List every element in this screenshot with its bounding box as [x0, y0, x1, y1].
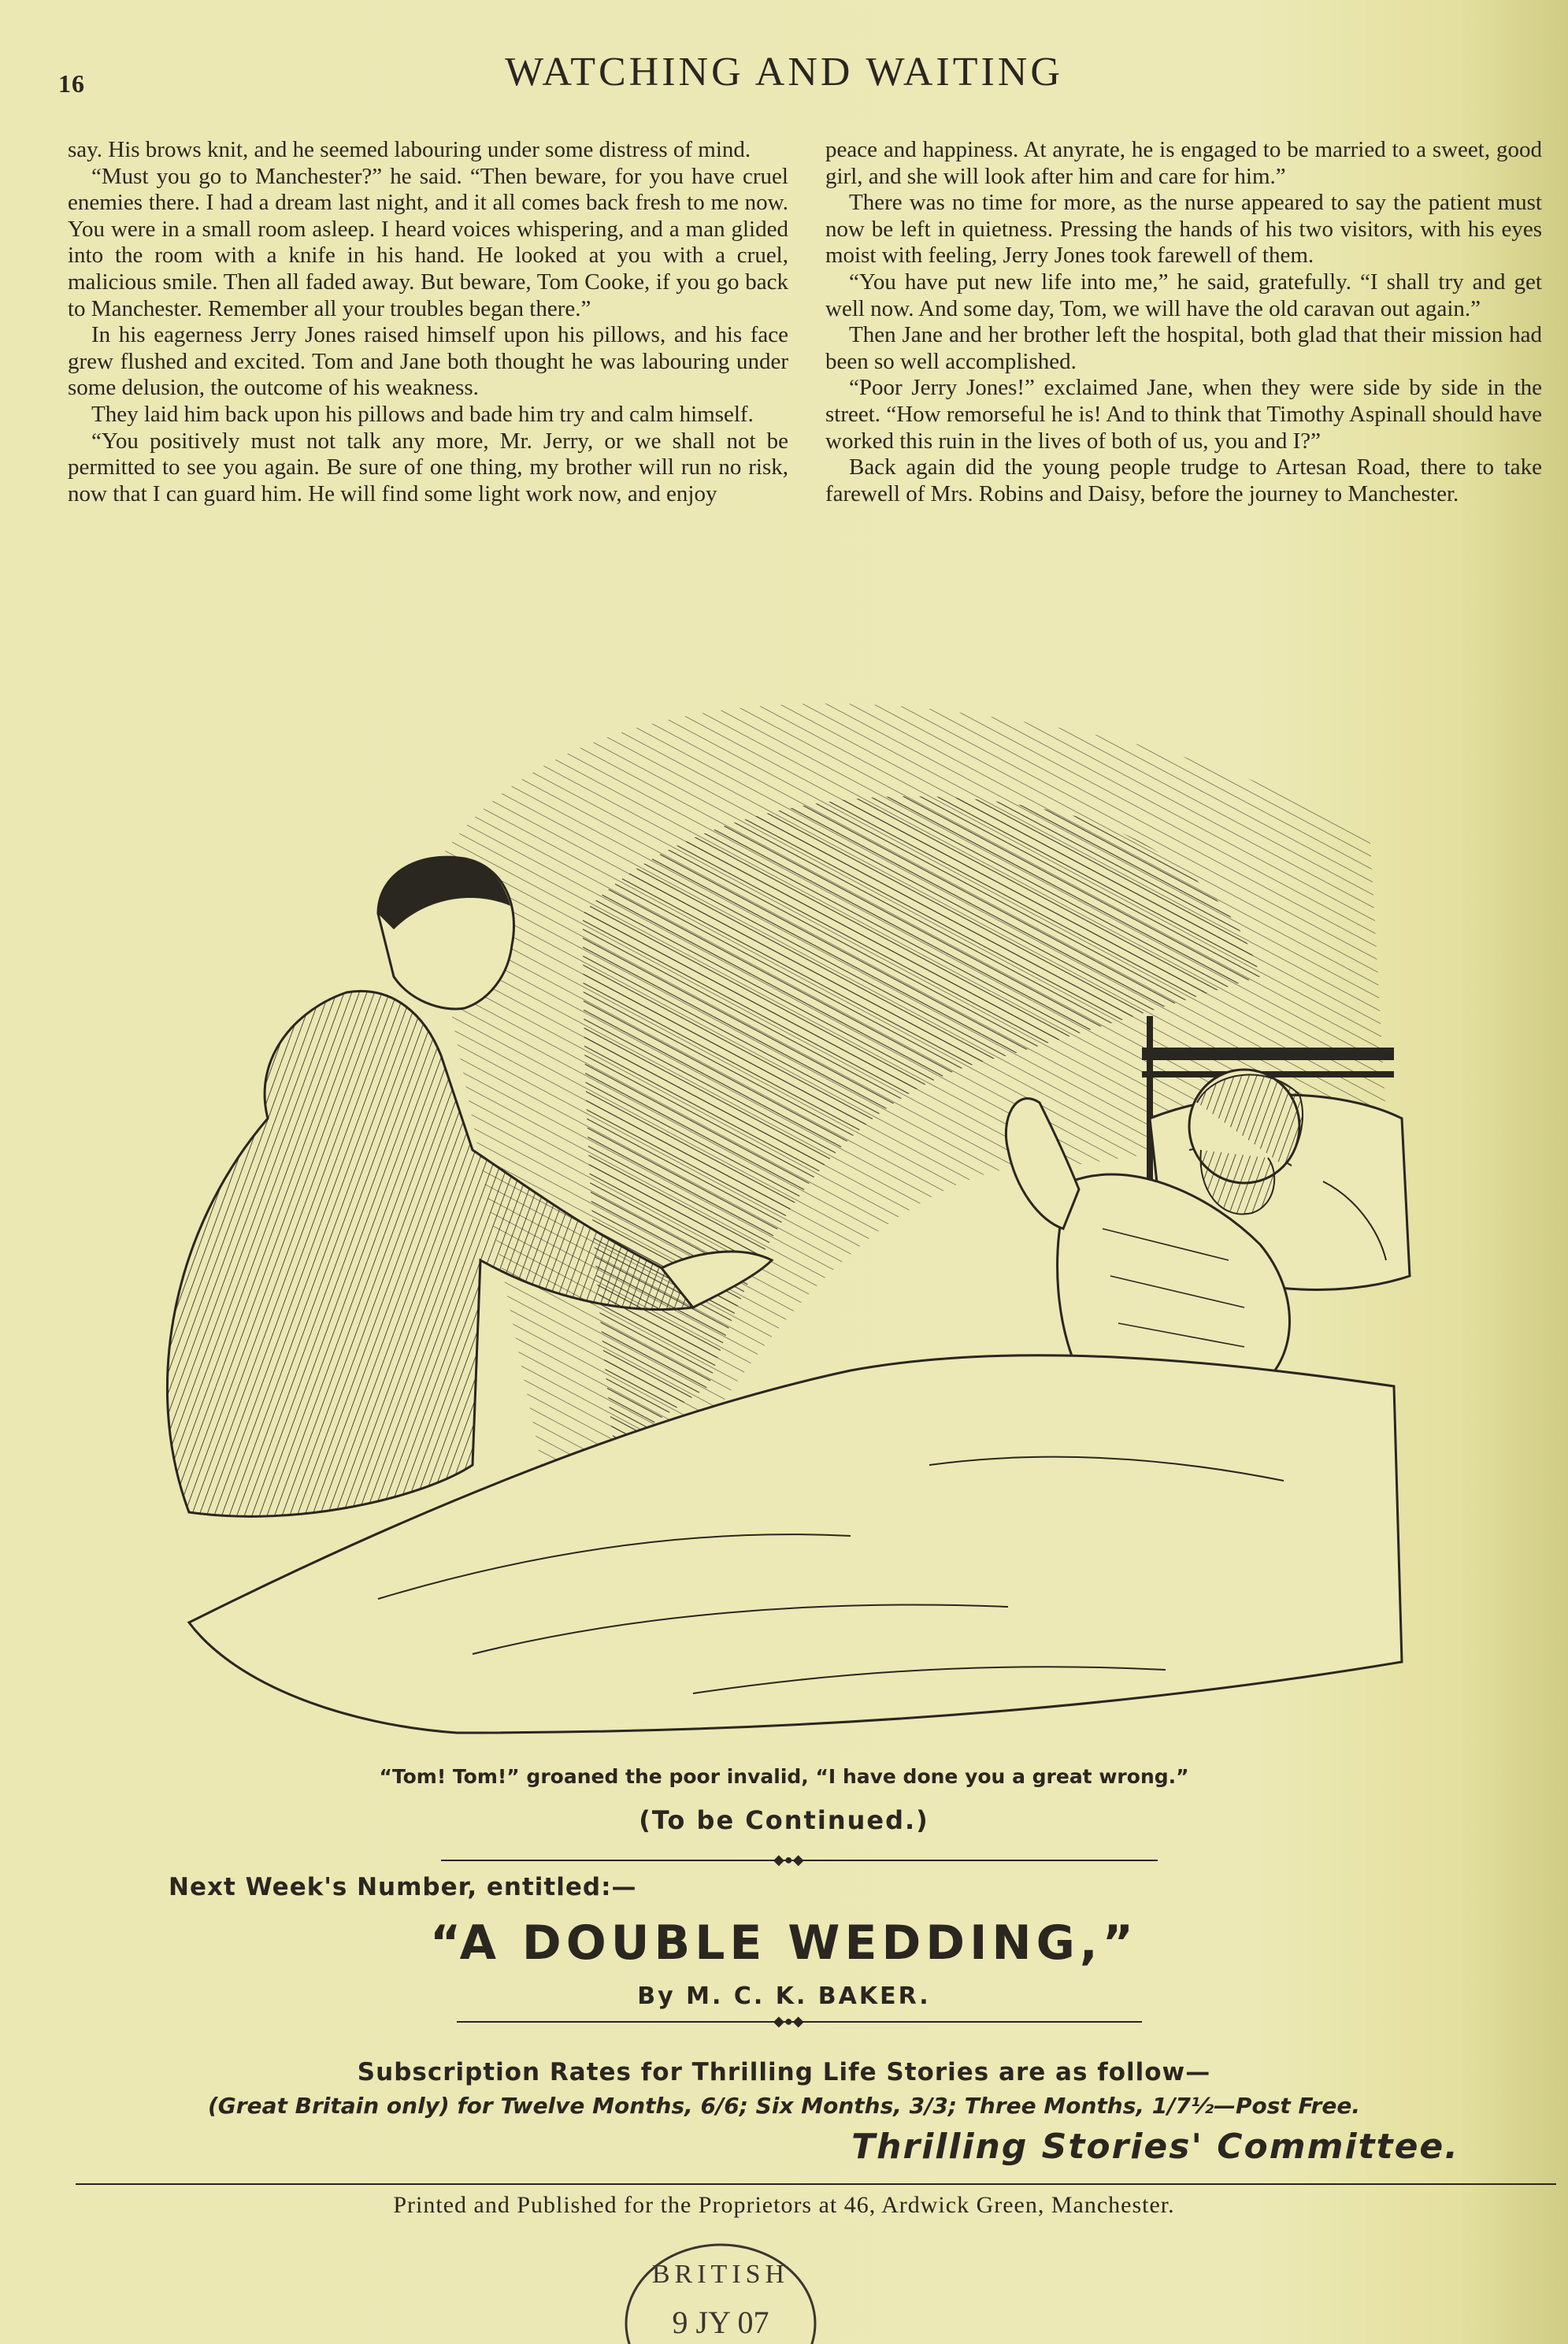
paragraph: “You positively must not talk any more, Mr. Jerry, or we shall not be permitted to see you again. Be sure of one thing, my brother will run no risk, now that I can guard him. He will find some light work now, and enjoy [68, 428, 788, 506]
next-story-byline: By M. C. K. BAKER. [637, 1982, 931, 2010]
committee-signature: Thrilling Stories' Committee. [851, 2127, 1459, 2167]
subscription-heading: Subscription Rates for Thrilling Life Stories are as follow— [357, 2058, 1211, 2086]
paragraph: There was no time for more, as the nurse appeared to say the patient must now be left in quietness. Pressing the hands of his two visitors, with his eyes moist with feeling, Jerry Jones took farewell of them. [825, 190, 1542, 269]
bedside-engraving-illustration [142, 677, 1457, 1756]
paragraph: “You have put new life into me,” he said, gratefully. “I shall try and get well now. And some day, Tom, we will have the old caravan out again.” [825, 269, 1542, 321]
paragraph: “Poor Jerry Jones!” exclaimed Jane, when they were side by side in the street. “How remorseful he is! And to think that Timothy Aspinall should have worked this ruin in the lives of both of us, you and I?” [825, 375, 1542, 454]
divider-rule [76, 2183, 1556, 2185]
paragraph: say. His brows knit, and he seemed labouring under some distress of mind. [68, 137, 751, 162]
to-be-continued: (To be Continued.) [639, 1805, 929, 1835]
paragraph: “Must you go to Manchester?” he said. “Then beware, for you have cruel enemies there. I had a dream last night, and it all comes back fresh to me now. You were in a small room asleep. I heard voices whispering, and a man glided into the room with a knife in his hand. He looked at you with a cruel, malicious smile. Then all faded away. But beware, Tom Cooke, if you go back to Manchester. Remember all your troubles began there.” [68, 163, 788, 321]
library-stamp [614, 2237, 827, 2344]
printer-imprint: Printed and Published for the Proprietors at 46, Ardwick Green, Manchester. [393, 2192, 1175, 2218]
divider-ornament-icon: ◆●◆ [773, 1852, 804, 1867]
page-number: 16 [58, 69, 85, 98]
illustration-caption: “Tom! Tom!” groaned the poor invalid, “I have done you a great wrong.” [379, 1765, 1189, 1788]
svg-text:9 JY 07: 9 JY 07 [672, 2305, 769, 2340]
paragraph: peace and happiness. At anyrate, he is engaged to be married to a sweet, good girl, and she will look after him and care for him.” [825, 137, 1542, 189]
running-head: WATCHING AND WAITING [505, 50, 1063, 95]
paragraph: Then Jane and her brother left the hospital, both glad that their mission had been so well accomplished. [825, 322, 1542, 374]
right-text-column [825, 137, 1542, 507]
next-week-intro: Next Week's Number, entitled:— [169, 1873, 637, 1901]
paragraph: They laid him back upon his pillows and bade him try and calm himself. [91, 401, 754, 427]
subscription-rates: (Great Britain only) for Twelve Months, 6/6; Six Months, 3/3; Three Months, 1/7½—Post Free. [208, 2093, 1360, 2119]
paragraph: Back again did the young people trudge to Artesan Road, there to take farewell of Mrs. Robins and Daisy, before the journey to Manchester. [825, 454, 1542, 506]
svg-text:BRITISH: BRITISH [651, 2260, 790, 2289]
paragraph: In his eagerness Jerry Jones raised himself upon his pillows, and his face grew flushed and excited. Tom and Jane both thought he was labouring under some delusion, the outcome of his weakness. [68, 322, 788, 401]
next-story-title: “A DOUBLE WEDDING,” [429, 1916, 1139, 1971]
left-text-column [68, 137, 788, 507]
divider-ornament-icon: ◆●◆ [773, 2013, 804, 2029]
